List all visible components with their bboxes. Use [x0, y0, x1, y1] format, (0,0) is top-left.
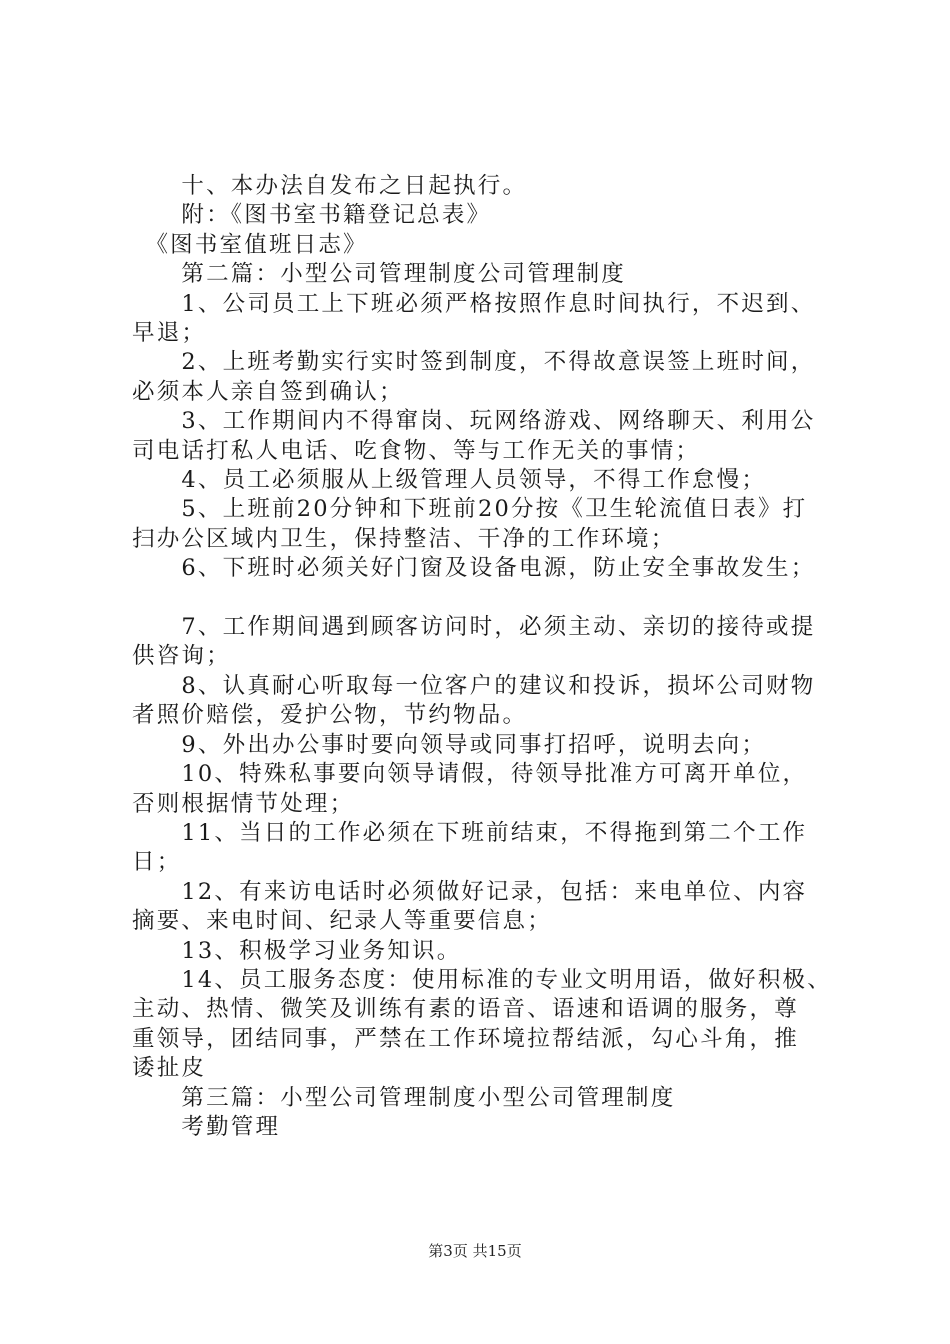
text-line: 第三篇：小型公司管理制度小型公司管理制度 [132, 1084, 676, 1111]
text-line: 第二篇：小型公司管理制度公司管理制度 [132, 261, 627, 288]
text-line: 十、本办法自发布之日起执行。 [132, 173, 528, 199]
text-line: 日； [132, 849, 182, 876]
text-line: 5、上班前20分钟和下班前20分按《卫生轮流值日表》打 [132, 496, 808, 523]
text-line: 13、积极学习业务知识。 [132, 937, 462, 964]
text-line: 早退； [132, 320, 207, 347]
text-line: 8、认真耐心听取每一位客户的建议和投诉，损坏公司财物 [132, 672, 816, 699]
text-line: 司电话打私人电话、吃食物、等与工作无关的事情； [132, 437, 701, 464]
text-line: 重领导，团结同事，严禁在工作环境拉帮结派，勾心斗角，推 [132, 1025, 799, 1052]
text-line: 10、特殊私事要向领导请假，待领导批准方可离开单位， [132, 761, 808, 788]
text-line: 扫办公区域内卫生，保持整洁、干净的工作环境； [132, 525, 676, 552]
text-line: 4、员工必须服从上级管理人员领导，不得工作怠慢； [132, 467, 767, 494]
text-line: 者照价赔偿，爱护公物，节约物品。 [132, 702, 528, 729]
page-number: 第3页 共15页 [428, 1242, 522, 1260]
text-line: 12、有来访电话时必须做好记录，包括：来电单位、内容 [132, 878, 808, 905]
text-line: 1、公司员工上下班必须严格按照作息时间执行，不迟到、 [132, 290, 816, 317]
text-line: 必须本人亲自签到确认； [132, 378, 404, 405]
text-line: 否则根据情节处理； [132, 790, 355, 817]
text-line: 3、工作期间内不得窜岗、玩网络游戏、网络聊天、利用公 [132, 408, 816, 435]
text-line: 供咨询； [132, 643, 231, 670]
text-line: 9、外出办公事时要向领导或同事打招呼，说明去向； [132, 731, 767, 758]
text-line: 7、工作期间遇到顾客访问时，必须主动、亲切的接待或提 [132, 614, 816, 641]
text-line: 摘要、来电时间、纪录人等重要信息； [132, 908, 552, 935]
blank-line [132, 584, 844, 613]
text-line: 14、员工服务态度：使用标准的专业文明用语，做好积极、 [132, 966, 832, 993]
text-line: 11、当日的工作必须在下班前结束，不得拖到第二个工作 [132, 819, 808, 846]
text-line: 主动、热情、微笑及训练有素的语音、语速和语调的服务，尊 [132, 996, 799, 1023]
text-line: 考勤管理 [132, 1113, 281, 1140]
text-line: 《图书室值班日志》 [132, 231, 368, 258]
text-line: 附：《图书室书籍登记总表》 [132, 202, 492, 229]
text-line: 诿扯皮 [132, 1055, 207, 1082]
text-line: 2、上班考勤实行实时签到制度，不得故意误签上班时间， [132, 349, 816, 376]
text-line: 6、下班时必须关好门窗及设备电源，防止安全事故发生； [132, 555, 816, 582]
document-body [132, 172, 844, 1142]
